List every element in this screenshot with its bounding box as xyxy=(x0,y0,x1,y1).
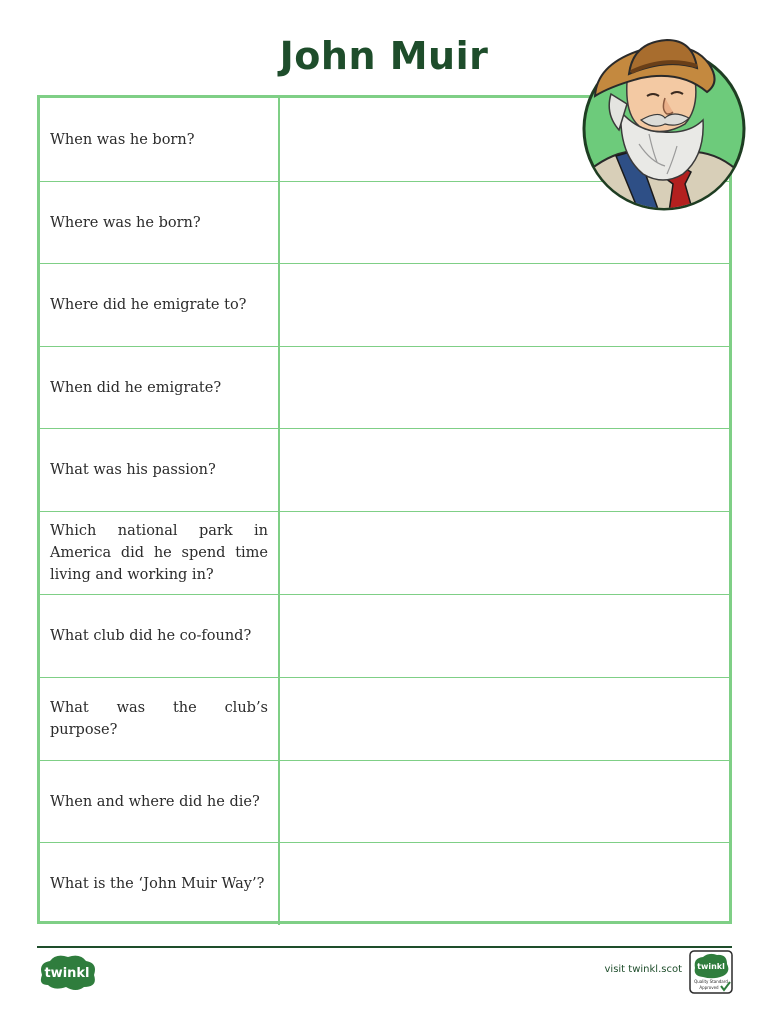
answer-cell[interactable] xyxy=(280,843,729,925)
question-cell xyxy=(40,595,280,677)
question-cell xyxy=(40,98,280,181)
question-text: What was the club’s purpose? xyxy=(50,700,268,738)
question-text: Which national park in America did he spend time living and working in? xyxy=(50,523,268,583)
page-title: John Muir xyxy=(279,34,489,78)
question-cell xyxy=(40,429,280,511)
badge-brand: twinkl xyxy=(697,962,725,971)
question-cell xyxy=(40,678,280,760)
question-cell xyxy=(40,843,280,925)
table-row xyxy=(40,760,729,843)
table-row xyxy=(40,511,729,594)
answer-cell[interactable] xyxy=(280,595,729,677)
worksheet-table xyxy=(37,95,732,924)
question-cell xyxy=(40,347,280,429)
question-text: When was he born? xyxy=(50,131,195,148)
question-text: What club did he co-found? xyxy=(50,628,252,644)
question-text: What was his passion? xyxy=(50,462,216,478)
table-row xyxy=(40,263,729,346)
question-cell xyxy=(40,264,280,346)
answer-cell[interactable] xyxy=(280,347,729,429)
footer-divider xyxy=(37,946,732,948)
question-text: Where did he emigrate to? xyxy=(50,297,247,313)
badge-line1: Quality Standard xyxy=(694,979,728,984)
question-text: When and where did he die? xyxy=(50,794,260,810)
answer-cell[interactable] xyxy=(280,761,729,843)
john-muir-portrait-icon xyxy=(581,34,747,212)
visit-link[interactable]: visit twinkl.scot xyxy=(604,964,682,975)
table-row xyxy=(40,594,729,677)
answer-cell[interactable] xyxy=(280,512,729,594)
badge-line2: Approved xyxy=(699,985,719,990)
answer-cell[interactable] xyxy=(280,264,729,346)
table-row xyxy=(40,677,729,760)
table-row xyxy=(40,346,729,429)
quality-standard-badge-icon xyxy=(689,950,733,994)
answer-cell[interactable] xyxy=(280,678,729,760)
question-text: What is the ‘John Muir Way’? xyxy=(50,876,265,892)
twinkl-logo-icon xyxy=(36,953,98,991)
question-cell xyxy=(40,761,280,843)
question-text: When did he emigrate? xyxy=(50,380,222,396)
question-cell xyxy=(40,512,280,594)
table-row xyxy=(40,428,729,511)
logo-text: twinkl xyxy=(44,966,90,981)
answer-cell[interactable] xyxy=(280,429,729,511)
question-text: Where was he born? xyxy=(50,215,201,231)
table-row xyxy=(40,842,729,925)
question-cell xyxy=(40,182,280,264)
